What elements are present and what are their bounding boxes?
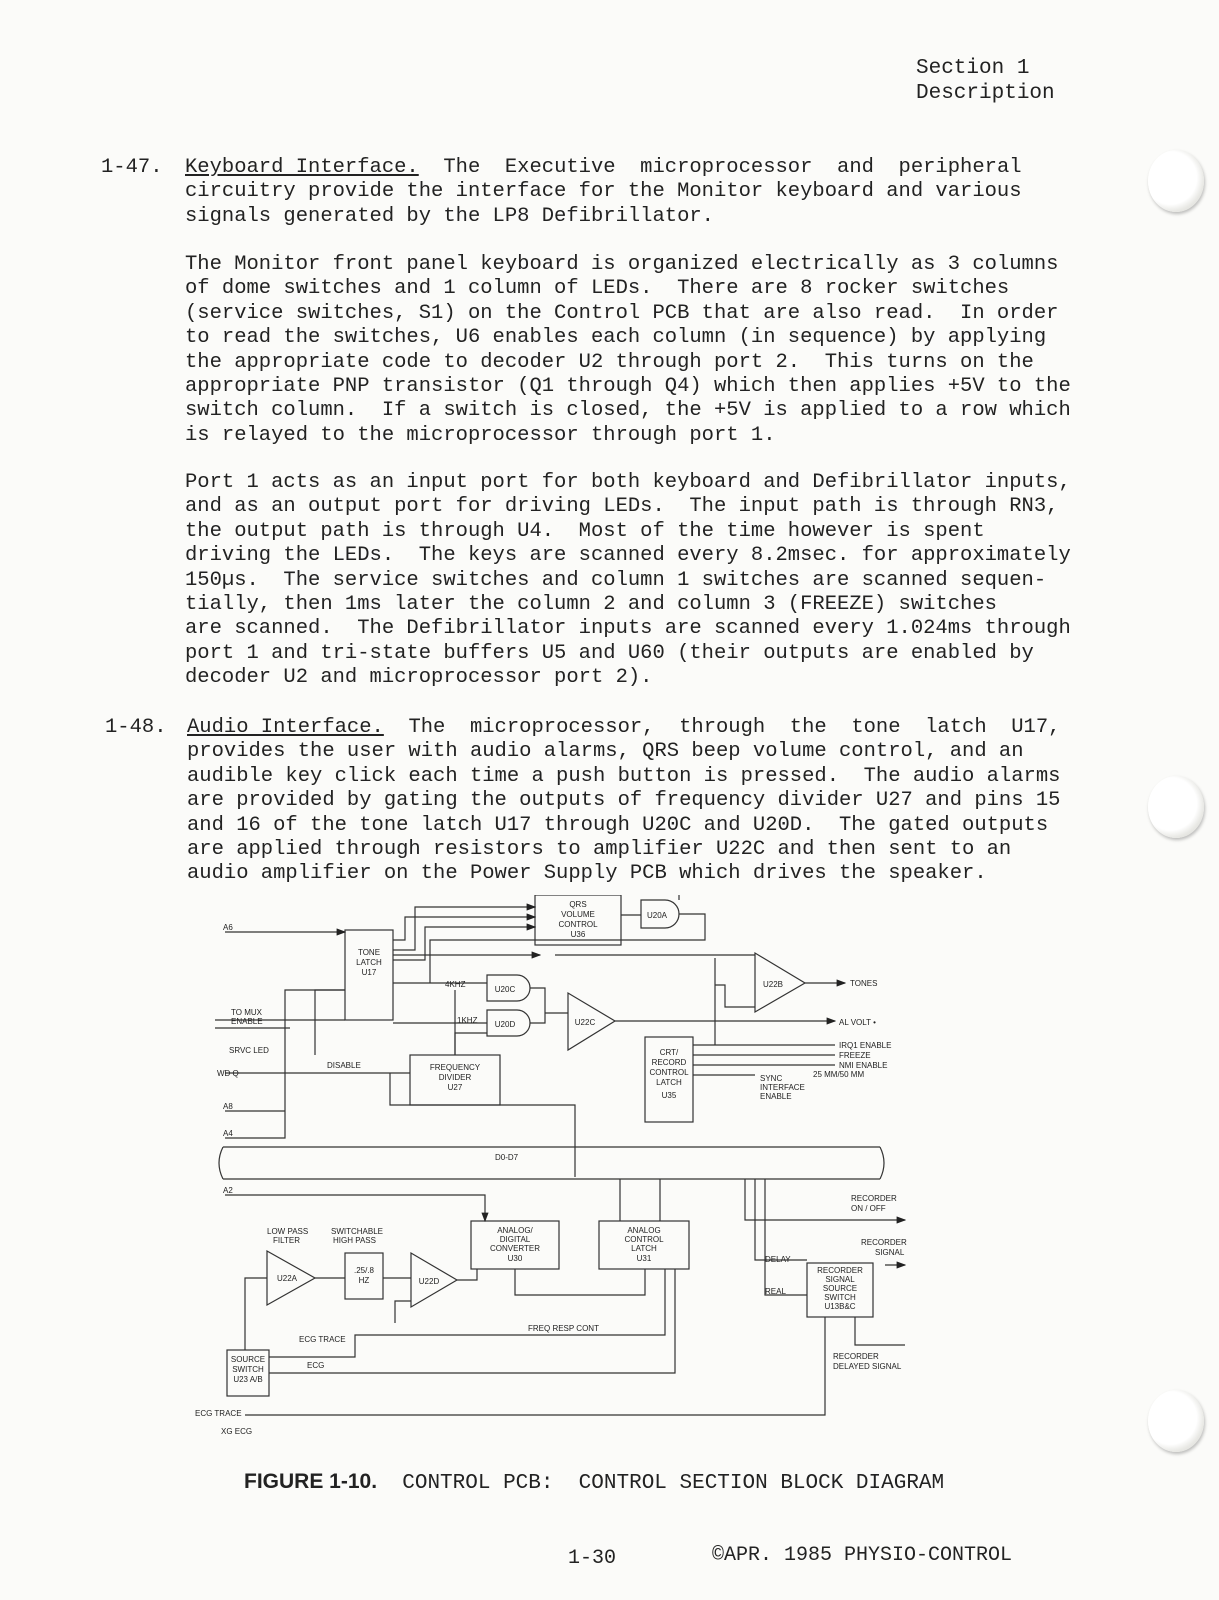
a2-label: A2: [223, 1186, 233, 1195]
crt-latch-label-4: LATCH: [656, 1078, 682, 1087]
a6-label: A6: [223, 923, 233, 932]
frequency-divider-label-2: DIVIDER: [438, 1073, 472, 1082]
ecg-trace-bottom-label: ECG TRACE: [195, 1409, 242, 1418]
tone-latch-label-2: LATCH: [356, 958, 382, 967]
figure-number: FIGURE 1-10.: [244, 1470, 378, 1493]
punch-hole-top: [1148, 150, 1204, 212]
1khz-label: 1KHZ: [457, 1016, 478, 1025]
nmi-enable-label: NMI ENABLE: [839, 1061, 888, 1070]
ecg-label: ECG: [307, 1361, 325, 1370]
recorder-switch-label-1: RECORDER: [817, 1266, 863, 1275]
section-title: Description: [916, 82, 1055, 105]
a8-label: A8: [223, 1102, 233, 1111]
analog-latch-label-1: ANALOG: [627, 1226, 661, 1235]
analog-latch-label-4: U31: [636, 1254, 652, 1263]
section-header: [916, 56, 1055, 106]
crt-latch-label-2: RECORD: [651, 1058, 687, 1067]
low-pass-label-1: LOW PASS: [267, 1227, 309, 1236]
recorder-onoff-label-2: ON / OFF: [851, 1204, 886, 1213]
u22b-label: U22B: [762, 980, 784, 989]
sync-label-2: INTERFACE: [760, 1083, 805, 1092]
qrs-volume-label-3: CONTROL: [558, 920, 598, 929]
source-switch-label-1: SOURCE: [230, 1355, 266, 1364]
al-volt-label: AL VOLT •: [839, 1018, 876, 1027]
audio-interface-paragraph: Audio Interface. The microprocessor, through the tone latch U17, provides the user with audio alarms, QRS beep volume control, and an audible key click each time a push button is pressed. The audio alarms are provided by gating the outputs of frequency divider U27 and pins 15 and 16 of the tone latch U17 through U20C and U20D. The gated outputs are applied through resistors to amplifier U22C and then sent to an audio amplifier on the Power Supply PCB which drives the speaker.: [187, 716, 1061, 886]
to-mux-label-1: TO MUX: [231, 1008, 262, 1017]
figure-caption: [244, 1470, 944, 1495]
section-number: Section 1: [916, 57, 1030, 80]
analog-latch-label-3: LATCH: [631, 1244, 657, 1253]
recorder-onoff-label-1: RECORDER: [851, 1194, 897, 1203]
sync-label-3: ENABLE: [760, 1092, 792, 1101]
u22c-label: U22C: [574, 1018, 596, 1027]
irq1-enable-label: IRQ1 ENABLE: [839, 1041, 892, 1050]
mm-label: 25 MM/50 MM: [813, 1070, 865, 1079]
recorder-signal-label-2: SIGNAL: [875, 1248, 905, 1257]
recorder-switch-label-2: SIGNAL: [825, 1275, 855, 1284]
u20d-label: U20D: [494, 1020, 516, 1029]
tone-latch-label-1: TONE: [357, 948, 381, 957]
recorder-delayed-label-2: DELAYED SIGNAL: [833, 1362, 902, 1371]
control-section-block-diagram: [195, 895, 955, 1465]
d0-d7-bus-label: D0-D7: [495, 1153, 519, 1162]
keyboard-interface-title: Keyboard Interface.: [185, 156, 419, 179]
u20c-label: U20C: [494, 985, 516, 994]
analog-latch-label-2: CONTROL: [624, 1235, 664, 1244]
frequency-divider-label-3: U27: [447, 1083, 463, 1092]
crt-latch-label-5: U35: [661, 1091, 677, 1100]
adc-label-3: CONVERTER: [489, 1244, 541, 1253]
recorder-delayed-label-1: RECORDER: [833, 1352, 879, 1361]
to-mux-label-2: ENABLE: [231, 1017, 263, 1026]
keyboard-organization-paragraph: The Monitor front panel keyboard is organized electrically as 3 columns of dome switches and 1 column of LEDs. There are 8 rocker switches (service switches, S1) on the Control PCB that are also read. In order to read the switches, U6 enables each column (in sequence) by applying the appropriate code to decoder U2 through port 2. This turns on the appropriate PNP transistor (Q1 through Q4) which then applies +5V to the switch column. If a switch is closed, the +5V is applied to a row which is relayed to the microprocessor through port 1.: [185, 253, 1071, 447]
source-switch-label-3: U23 A/B: [233, 1375, 263, 1384]
adc-label-1: ANALOG/: [497, 1226, 533, 1235]
punch-hole-bottom: [1148, 1390, 1204, 1452]
ecg-trace-top-label: ECG TRACE: [299, 1335, 346, 1344]
switchable-hp-label-2: HIGH PASS: [333, 1236, 376, 1245]
real-label: REAL: [765, 1287, 786, 1296]
recorder-switch-label-3: SOURCE: [822, 1284, 858, 1293]
freeze-label: FREEZE: [839, 1051, 871, 1060]
high-pass-label-2: HZ: [358, 1276, 370, 1285]
paragraph-number-1-47: 1-47.: [101, 156, 163, 179]
qrs-volume-label-1: QRS: [569, 900, 587, 909]
low-pass-label-2: FILTER: [273, 1236, 300, 1245]
tones-label: TONES: [850, 979, 878, 988]
tone-latch-label-3: U17: [361, 968, 377, 977]
frequency-divider-label-1: FREQUENCY: [429, 1063, 481, 1072]
switchable-hp-label-1: SWITCHABLE: [331, 1227, 384, 1236]
4khz-label: 4KHZ: [445, 980, 466, 989]
wd-label: WD Q: [217, 1069, 239, 1078]
srvc-led-label: SRVC LED: [229, 1046, 269, 1055]
u20a-label: U20A: [646, 911, 668, 920]
recorder-signal-label-1: RECORDER: [861, 1238, 907, 1247]
keyboard-interface-paragraph: Keyboard Interface. The Executive microprocessor and peripheral circuitry provide the interface for the Monitor keyboard and various signals generated by the LP8 Defibrillator.: [185, 156, 1022, 228]
u22a-label: U22A: [276, 1274, 298, 1283]
adc-label-2: DIGITAL: [499, 1235, 531, 1244]
crt-latch-label-1: CRT/: [659, 1048, 679, 1057]
a4-label: A4: [223, 1129, 233, 1138]
source-switch-label-2: SWITCH: [232, 1365, 264, 1374]
recorder-switch-label-4: SWITCH: [824, 1293, 856, 1302]
adc-label-4: U30: [507, 1254, 523, 1263]
paragraph-number-1-48: 1-48.: [105, 716, 167, 739]
audio-interface-title: Audio Interface.: [187, 716, 384, 739]
qrs-volume-label-4: U36: [570, 930, 586, 939]
copyright: ©APR. 1985 PHYSIO-CONTROL: [712, 1544, 1013, 1567]
xg-ecg-label: XG ECG: [221, 1427, 253, 1436]
figure-title: CONTROL PCB: CONTROL SECTION BLOCK DIAGRAM: [377, 1472, 945, 1495]
delay-label: DELAY: [765, 1255, 791, 1264]
page-number: 1-30: [568, 1547, 617, 1570]
punch-hole-middle: [1148, 776, 1204, 838]
port-1-paragraph: Port 1 acts as an input port for both keyboard and Defibrillator inputs, and as an output port for driving LEDs. The input path is through RN3, the output path is through U4. Most of the time however is spent driving the LEDs. The keys are scanned every 8.2msec. for approximately 150µs. The service switches and column 1 switches are scanned sequen- tially, then 1ms later the column 2 and column 3 (FREEZE) switches are scanned. The Defibrillator inputs are scanned every 1.024ms through port 1 and tri-state buffers U5 and U60 (their outputs are enabled by decoder U2 and microprocessor port 2).: [185, 471, 1071, 690]
crt-latch-label-3: CONTROL: [649, 1068, 689, 1077]
recorder-switch-label-5: U13B&C: [824, 1302, 856, 1311]
sync-label-1: SYNC: [760, 1074, 783, 1083]
qrs-volume-label-2: VOLUME: [561, 910, 595, 919]
disable-label: DISABLE: [327, 1061, 361, 1070]
high-pass-label-1: .25/.8: [353, 1266, 375, 1275]
freq-resp-cont-label: FREQ RESP CONT: [528, 1324, 599, 1333]
u22d-label: U22D: [418, 1277, 440, 1286]
